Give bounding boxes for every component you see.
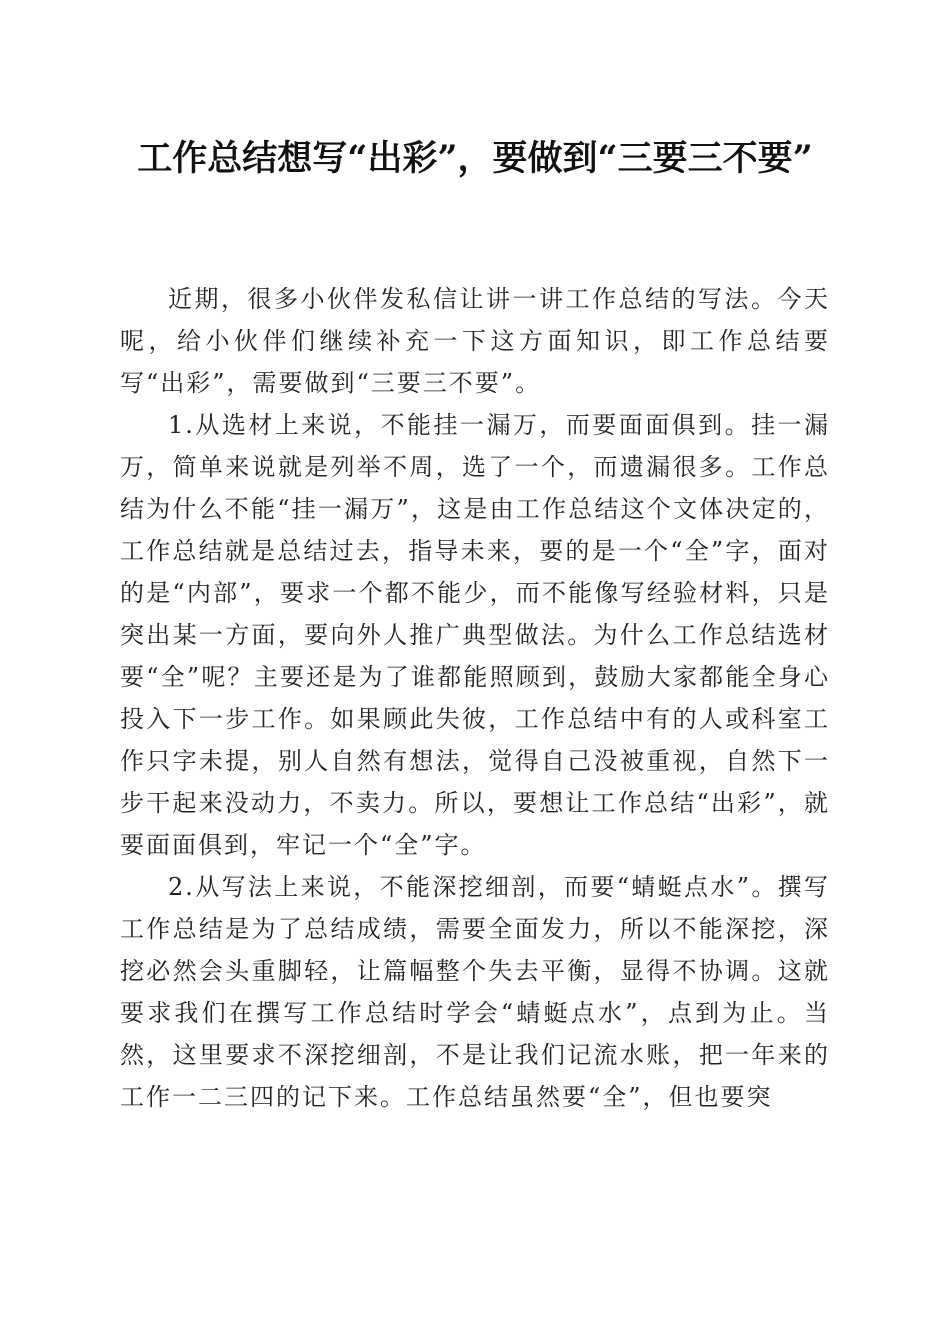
paragraph-point-2: 2.从写法上来说，不能深挖细剖，而要“蜻蜓点水”。撰写工作总结是为了总结成绩，需要全面发力，所以不能深挖，深挖必然会头重脚轻，让篇幅整个失去平衡，显得不协调。这就要求我们在撰写工作总结时学会“蜻蜓点水”，点到为止。当然，这里要求不深挖细剖，不是让我们记流水账，把一年来的工作一二三四的记下来。工作总结虽然要“全”，但也要突 <box>120 873 830 1111</box>
paragraph-intro: 近期，很多小伙伴发私信让讲一讲工作总结的写法。今天呢，给小伙伴们继续补充一下这方面知识，即工作总结要写“出彩”，需要做到“三要三不要”。 <box>120 285 830 397</box>
paragraph-point-1: 1.从选材上来说，不能挂一漏万，而要面面俱到。挂一漏万，简单来说就是列举不周，选了一个，而遗漏很多。工作总结为什么不能“挂一漏万”，这是由工作总结这个文体决定的，工作总结就是总结过去，指导未来，要的是一个“全”字，面对的是“内部”，要求一个都不能少，而不能像写经验材料，只是突出某一方面，要向外人推广典型做法。为什么工作总结选材要“全”呢？主要还是为了谁都能照顾到，鼓励大家都能全身心投入下一步工作。如果顾此失彼，工作总结中有的人或科室工作只字未提，别人自然有想法，觉得自己没被重视，自然下一步干起来没动力，不卖力。所以，要想让工作总结“出彩”，就要面面俱到，牢记一个“全”字。 <box>120 411 830 859</box>
document-title: 工作总结想写“出彩”，要做到“三要三不要” <box>137 138 813 179</box>
document-body <box>120 278 830 1118</box>
